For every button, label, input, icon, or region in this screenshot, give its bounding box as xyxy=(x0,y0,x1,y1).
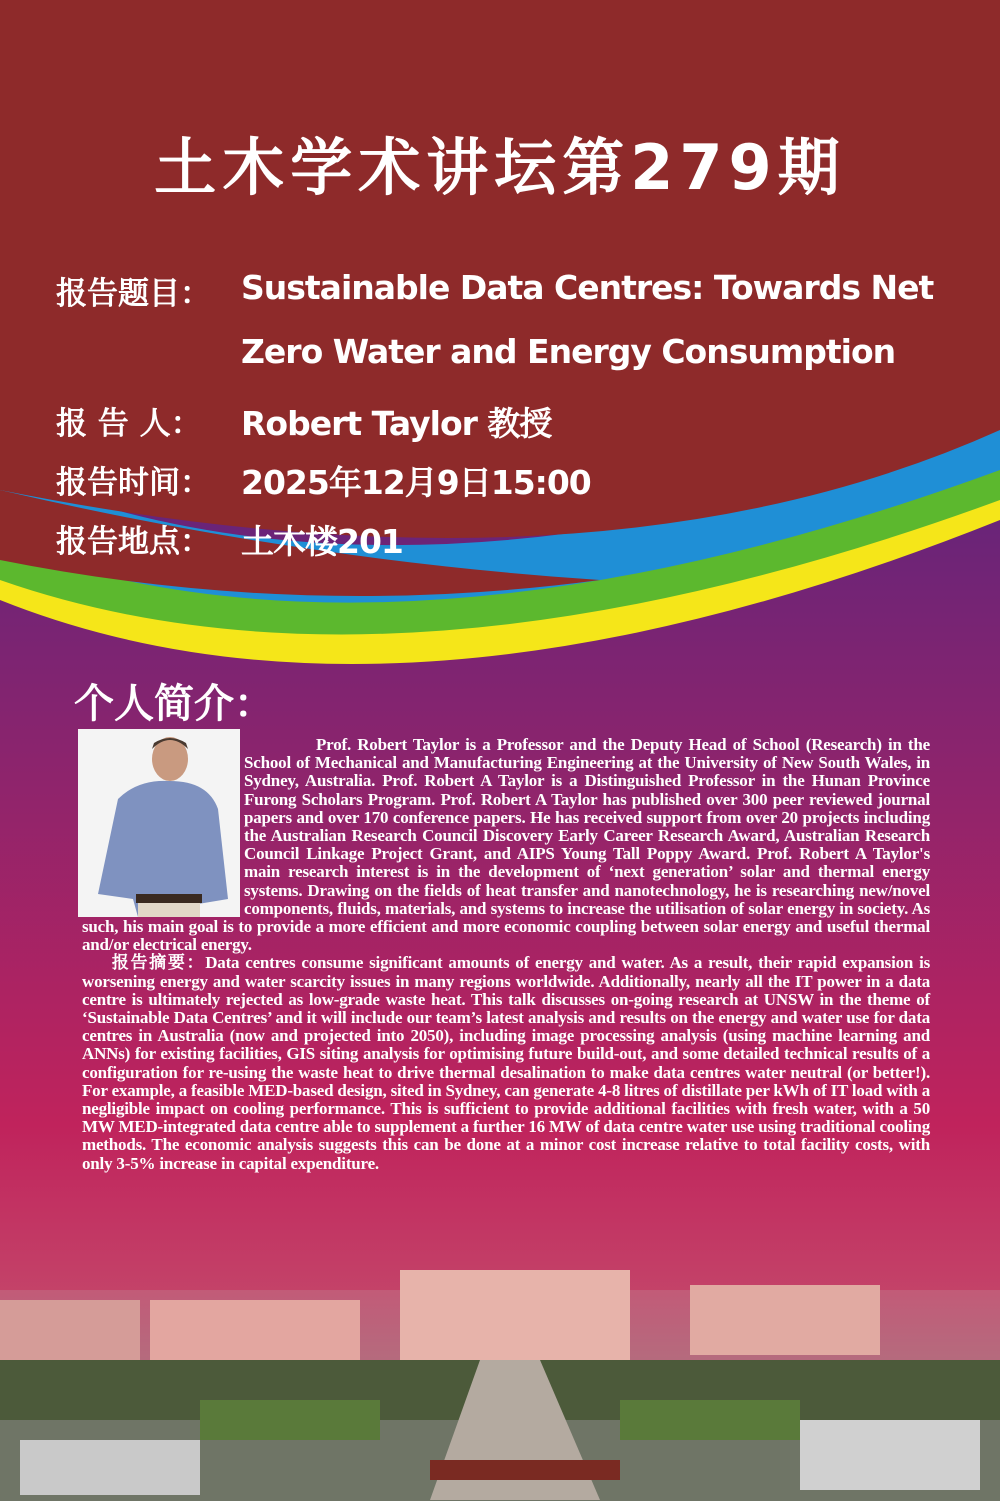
abstract-label: 报告摘要： xyxy=(110,953,206,974)
topic-row xyxy=(56,268,933,313)
time-label: 报告时间： xyxy=(56,465,211,501)
bio-paragraph xyxy=(82,736,930,954)
abstract-paragraph xyxy=(82,954,930,1172)
speaker-row xyxy=(56,398,551,445)
topic-line2: Zero Water and Energy Consumption xyxy=(241,332,896,371)
speaker-label: 报 告 人： xyxy=(56,406,202,442)
bio-and-abstract xyxy=(82,736,930,1173)
place-row xyxy=(56,516,403,563)
topic-row-2 xyxy=(241,332,895,371)
bio-text: Prof. Robert Taylor is a Professor and the Deputy Head of School (Research) in the School of Mechanical and Manufacturing Engineering at the University of New South Wales, in Sydney, Australia. Prof. Robert A Taylor is a Distinguished Professor in the Hunan Province Furong Scholars Program. Prof. Robert A Taylor has published over 300 peer reviewed journal papers and over 170 conference papers. He has received support from over 20 projects including the Australian Research Council Discovery Early Career Research Award, Australian Research Council Linkage Project Grant, and AIPS Young Tall Poppy Award. Prof. Robert A Taylor's main research interest is in the development of ‘next generation’ solar and thermal energy systems. Drawing on the fields of heat transfer and nanotechnology, he is researching new/novel components, fluids, materials, and systems to increase the utilisation of solar energy in society. As such, his main goal is to provide a more efficient and more economic coupling between solar energy and useful thermal and/or electrical energy. xyxy=(82,735,930,955)
lecture-title: 土木学术讲坛第279期 xyxy=(154,131,846,204)
topic-line1: Sustainable Data Centres: Towards Net xyxy=(241,268,934,307)
abstract-text: Data centres consume significant amounts of energy and water. As a result, their rapid expansion is worsening energy and water scarcity issues in many regions worldwide. Additionally, nearly all the IT power in a data centre is ultimately rejected as low-grade waste heat. This talk discusses on-going research at UNSW in the theme of ‘Sustainable Data Centres’ and it will include our team’s latest analysis and results on the energy and water use for data centres in Australia (now and projected into 2050), including image processing analysis (using machine learning and ANNs) for existing facilities, GIS siting analysis for optimising future build-out, and some detailed technical results of a configuration for re-using the waste heat to drive thermal desalination to make data centres water neutral (or better!). For example, a feasible MED-based design, sited in Sydney, can generate 4-8 litres of distillate per kWh of IT load with a negligible impact on cooling performance. This is sufficient to provide additional facilities with fresh water, with a 50 MW MED-integrated data centre able to supplement a further 16 MW of data centre water use using traditional cooling methods. The economic analysis suggests this can be done at a minor cost increase relative to total facility costs, with only 3-5% increase in capital expenditure. xyxy=(82,953,931,1173)
bio-heading: 个人简介： xyxy=(74,680,274,727)
campus-photo xyxy=(0,1270,1000,1501)
speaker-name: Robert Taylor 教授 xyxy=(241,404,552,443)
topic-label: 报告题目： xyxy=(56,276,211,312)
place-value: 土木楼201 xyxy=(241,522,403,561)
time-value: 2025年12月9日15:00 xyxy=(241,463,591,502)
place-label: 报告地点： xyxy=(56,524,211,560)
time-row xyxy=(56,457,591,504)
